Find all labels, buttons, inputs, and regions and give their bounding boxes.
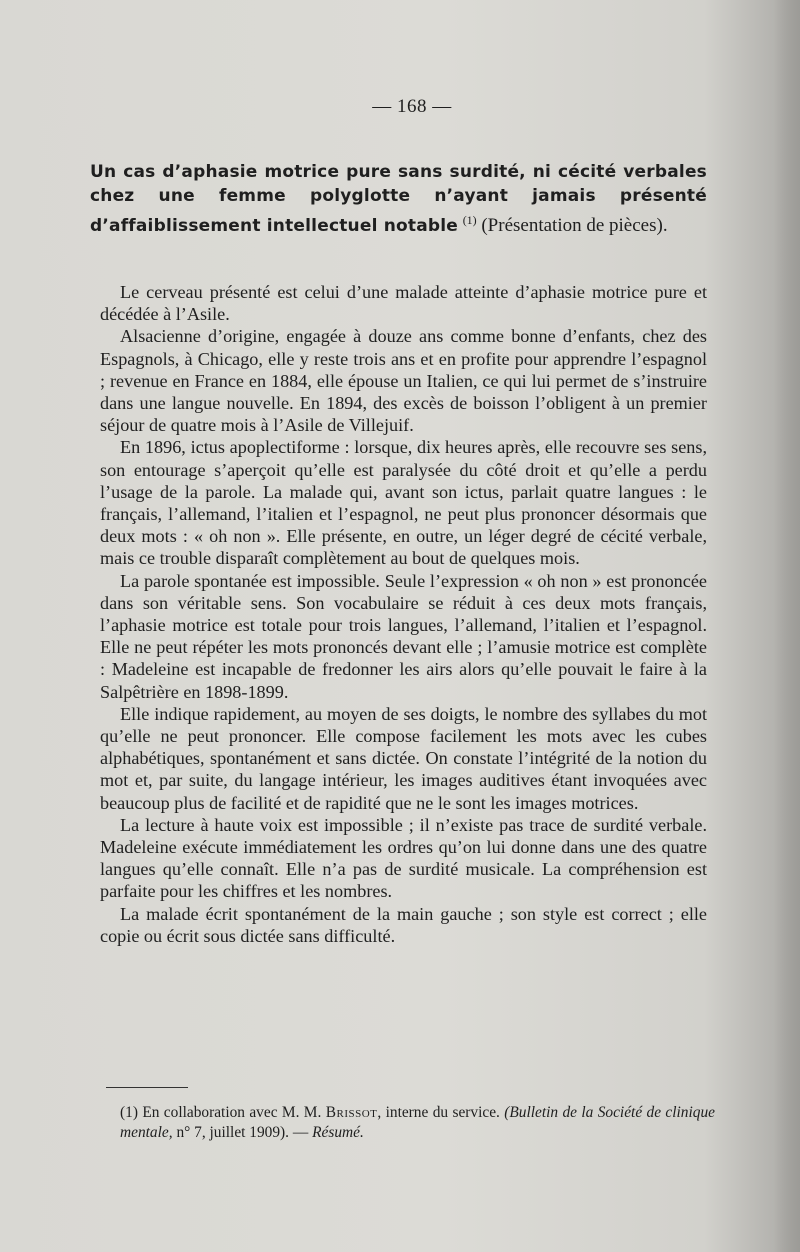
footnote-summary: Résumé.: [312, 1124, 364, 1141]
footnote-marker: (1): [120, 1104, 138, 1121]
title-tail: (Présentation de pièces).: [481, 215, 668, 237]
paragraph: Le cerveau présenté est celui d’une malade atteinte d’aphasie motrice pure et décédée à l’Asile.: [100, 282, 707, 325]
paragraph: Elle indique rapidement, au moyen de ses doigts, le nombre des syllabes du mot qu’elle ne peut prononcer. Elle compose facilement les mots avec les cubes alphabétiques, spontanément et sans dictée. On constate l’intégrité de la notion du mot et, par suite, du langage intérieur, les images auditives étant invoquées avec beaucoup plus de facilité et de rapidité que ne le sont les images motrices.: [100, 703, 707, 813]
paragraph: Alsacienne d’origine, engagée à douze ans comme bonne d’enfants, chez des Espagnols, à Chicago, elle y reste trois ans et en profite pour apprendre l’espagnol ; revenue en France en 1884, elle épouse un Italien, ce qui lui permet de s’instruire dans une langue nouvelle. En 1894, des excès de boisson l’obligent à un premier séjour de quatre mois à l’Asile de Villejuif.: [100, 326, 707, 436]
title-footnote-ref: (1): [462, 213, 477, 227]
footnote-issue: n° 7, juillet 1909). —: [176, 1124, 309, 1141]
page-binding-shadow: [774, 0, 800, 1252]
article-body: [100, 281, 707, 947]
footnote-author: Brissot: [325, 1104, 378, 1121]
paragraph: La lecture à haute voix est impossible ; il n’existe pas trace de surdité verbale. Madeleine exécute immédiatement les ordres qu’on lui donne dans une des quatre langues qu’elle connaît. Elle n’a pas de surdité musicale. La compréhension est parfaite pour les chiffres et les nombres.: [100, 814, 707, 902]
footnote-text: En collaboration avec M. M.: [142, 1104, 322, 1121]
page-number: — 168 —: [372, 96, 452, 117]
paragraph: La malade écrit spontanément de la main gauche ; son style est correct ; elle copie ou écrit sous dictée sans difficulté.: [100, 903, 707, 946]
article-title: [90, 160, 707, 238]
footnote-text-2: , interne du service.: [377, 1104, 500, 1121]
footnote: [120, 1103, 715, 1143]
footnote-journal: (Bulletin de la Société de clinique mentale,: [120, 1104, 715, 1141]
footnote-separator: [106, 1087, 188, 1088]
paragraph: En 1896, ictus apoplectiforme : lorsque, dix heures après, elle recouvre ses sens, son entourage s’aperçoit qu’elle est paralysée du côté droit et qu’elle a perdu l’usage de la parole. La malade qui, avant son ictus, parlait quatre langues : le français, l’allemand, l’italien et l’espagnol, ne peut plus prononcer désormais que deux mots : « oh non ». Elle présente, en outre, un léger degré de cécité verbale, mais ce trouble disparaît complètement au bout de quelques mois.: [100, 437, 707, 569]
paragraph: La parole spontanée est impossible. Seule l’expression « oh non » est prononcée dans son véritable sens. Son vocabulaire se réduit à ces deux mots français, l’aphasie motrice est totale pour trois langues, l’allemand, l’italien et l’espagnol. Elle ne peut répéter les mots prononcés devant elle ; l’amusie motrice est complète : Madeleine est incapable de fredonner les airs alors qu’elle pouvait le faire à la Salpêtrière en 1898-1899.: [100, 570, 707, 702]
title-bold: Un cas d’aphasie motrice pure sans surdité, ni cécité verbales chez une femme polyglotte n’ayant jamais présenté d’affaiblissement intellectuel notable: [90, 162, 707, 237]
